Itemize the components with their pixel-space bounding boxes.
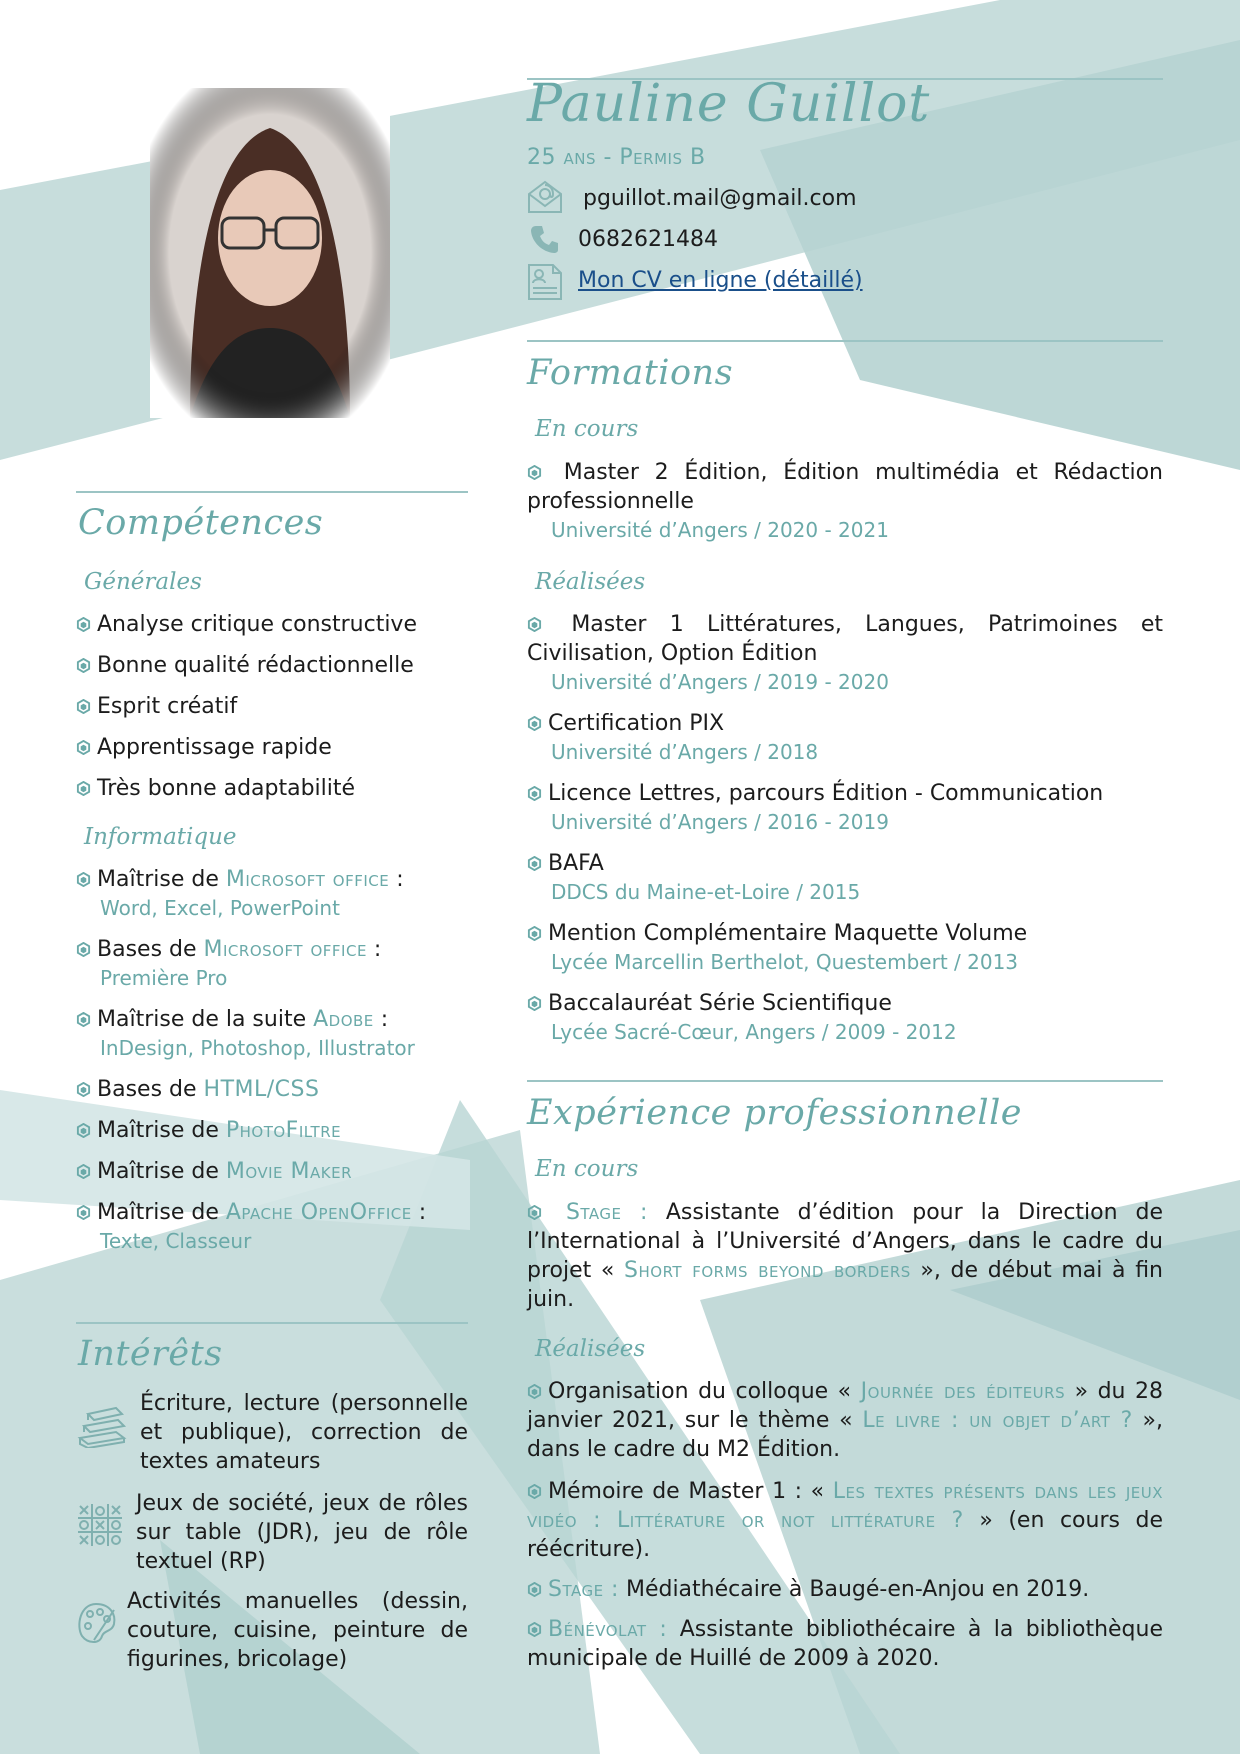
experience-item-memoire: Mémoire de Master 1 : « Les textes présents dans les jeux vidéo : Littérature or not littérature ? » (en cours de réécriture). (527, 1479, 1164, 1562)
formation-detail: Université d’Angers / 2018 (551, 740, 819, 764)
formation-detail: Lycée Sacré-Cœur, Angers / 2009 - 2012 (551, 1020, 957, 1044)
email-address[interactable]: pguillot.mail@gmail.com (583, 186, 857, 211)
software-detail: Word, Excel, PowerPoint (100, 896, 340, 920)
formation-detail: DDCS du Maine-et-Loire / 2015 (551, 880, 861, 904)
bullet-icon (527, 1378, 542, 1393)
experience-rule (527, 1080, 1163, 1082)
interets-title: Intérêts (78, 1334, 223, 1374)
competence-item (76, 610, 468, 639)
formations-en-cours-subtitle: En cours (535, 416, 639, 442)
competence-text: Très bonne adaptabilité (97, 776, 356, 801)
interet-item-2: Jeux de société, jeux de rôles sur table (JDR), jeu de rôle textuel (RP) (136, 1491, 468, 1574)
software-name: Movie Maker (225, 1159, 353, 1184)
competence-text: Bonne qualité rédactionnelle (97, 653, 414, 678)
project-name: Short forms beyond borders (624, 1258, 911, 1283)
formation-detail: Lycée Marcellin Berthelot, Questembert / 2013 (551, 950, 1019, 974)
books-icon (76, 1402, 128, 1448)
informatique-subtitle: Informatique (84, 824, 237, 850)
bullet-icon (527, 780, 542, 795)
experience-en-cours-subtitle: En cours (535, 1156, 639, 1182)
competence-text: Esprit créatif (97, 694, 238, 719)
bullet-icon (76, 1076, 91, 1091)
formation-item (527, 989, 1163, 1046)
software-detail: Texte, Classeur (100, 1229, 252, 1253)
formation-item (527, 919, 1163, 976)
interet-item-1: Écriture, lecture (personnelle et publique), correction de textes amateurs (140, 1391, 468, 1474)
bullet-icon (76, 1117, 91, 1132)
bullet-icon (527, 920, 542, 935)
palette-icon (76, 1600, 118, 1646)
competences-title: Compétences (78, 503, 324, 543)
age-permit: 25 ans - Permis B (527, 145, 706, 170)
competence-item (76, 692, 468, 721)
bullet-icon (76, 866, 91, 881)
competence-item (76, 774, 468, 803)
bullet-icon (527, 459, 542, 474)
competence-item (76, 733, 468, 762)
software-name: HTML/CSS (203, 1077, 320, 1102)
bullet-icon (527, 1616, 542, 1631)
informatique-item: Bases de HTML/CSS (76, 1075, 468, 1104)
informatique-item: Maîtrise de Microsoft office : Word, Excel, PowerPoint (76, 865, 468, 922)
formation-detail: Université d’Angers / 2020 - 2021 (551, 518, 889, 542)
interet-item-3: Activités manuelles (dessin, couture, cuisine, peinture de figurines, bricolage) (127, 1589, 468, 1672)
experience-item-colloque: Organisation du colloque « Journée des éditeurs » du 28 janvier 2021, sur le thème « Le livre : un objet d’art ? », dans le cadre du M2 Édition. (527, 1379, 1163, 1462)
formation-title: Master 2 Édition, Édition multimédia et Rédaction professionnelle (527, 460, 1163, 514)
software-name: Microsoft office (203, 937, 367, 962)
competences-rule (76, 491, 468, 493)
formation-title: Mention Complémentaire Maquette Volume (548, 921, 1028, 946)
cv-online-link[interactable]: Mon CV en ligne (détaillé) (578, 268, 863, 293)
software-name: Apache OpenOffice (225, 1200, 412, 1225)
experience-item-current: Stage : Assistante d’édition pour la Direction de l’International à l’Université d’Angers, dans le cadre du projet « Short forms beyond borders », de début mai à fin juin. (527, 1200, 1164, 1312)
software-name: PhotoFiltre (225, 1118, 342, 1143)
competence-text: Analyse critique constructive (97, 612, 417, 637)
formation-item (527, 709, 1163, 766)
bullet-icon (527, 1199, 542, 1214)
formation-title: BAFA (548, 851, 604, 876)
bullet-icon (76, 1199, 91, 1214)
formation-title: Licence Lettres, parcours Édition - Communication (548, 781, 1104, 806)
experience-label: Bénévolat : (548, 1617, 668, 1642)
profile-photo (150, 88, 390, 418)
software-detail: Première Pro (100, 966, 228, 990)
bullet-icon (76, 1006, 91, 1021)
tic-tac-toe-icon (76, 1502, 124, 1548)
formations-title: Formations (527, 353, 734, 393)
experience-realisees-subtitle: Réalisées (535, 1336, 646, 1362)
event-name: Journée des éditeurs (860, 1379, 1066, 1404)
formations-rule (527, 340, 1163, 342)
formation-detail: Université d’Angers / 2016 - 2019 (551, 810, 889, 834)
candidate-name: Pauline Guillot (527, 74, 931, 134)
formation-item-current (527, 458, 1163, 544)
memoire-title: Les textes présents dans les jeux vidéo : Littérature or not littérature ? (527, 1479, 1163, 1533)
informatique-item: Maîtrise de la suite Adobe : InDesign, Photoshop, Illustrator (76, 1005, 468, 1062)
bullet-icon (527, 710, 542, 725)
experience-item-benevolat: Bénévolat : Assistante bibliothécaire à la bibliothèque municipale de Huillé de 2009 à 2020. (527, 1617, 1163, 1671)
formation-item (527, 849, 1163, 906)
informatique-item: Maîtrise de Movie Maker (76, 1157, 468, 1186)
formation-detail: Université d’Angers / 2019 - 2020 (551, 670, 889, 694)
bullet-icon (527, 990, 542, 1005)
formation-title: Baccalauréat Série Scientifique (548, 991, 892, 1016)
bullet-icon (76, 652, 91, 667)
bullet-icon (76, 1158, 91, 1173)
bullet-icon (527, 1576, 542, 1591)
bullet-icon (76, 611, 91, 626)
formations-realisees-subtitle: Réalisées (535, 569, 646, 595)
experience-item-stage: Stage : Médiathécaire à Baugé-en-Anjou en 2019. (527, 1575, 1163, 1604)
informatique-item: Maîtrise de PhotoFiltre (76, 1116, 468, 1145)
formation-item (527, 610, 1163, 696)
formation-item (527, 779, 1163, 836)
informatique-item: Bases de Microsoft office : Première Pro (76, 935, 468, 992)
phone-icon (530, 224, 560, 254)
competence-item (76, 651, 468, 680)
software-name: Microsoft office (225, 867, 390, 892)
event-theme: Le livre : un objet d’art ? (862, 1408, 1133, 1433)
software-name: Adobe (313, 1007, 374, 1032)
bullet-icon (527, 1478, 542, 1493)
experience-label: Stage : (548, 1577, 619, 1602)
formation-title: Certification PIX (548, 711, 725, 736)
bullet-icon (76, 693, 91, 708)
bullet-icon (527, 850, 542, 865)
phone-number[interactable]: 0682621484 (578, 227, 718, 252)
bullet-icon (76, 775, 91, 790)
bullet-icon (76, 734, 91, 749)
interets-rule (76, 1322, 468, 1324)
bullet-icon (527, 611, 542, 626)
informatique-item: Maîtrise de Apache OpenOffice : Texte, Classeur (76, 1198, 468, 1255)
experience-label: Stage : (565, 1200, 648, 1225)
generales-subtitle: Générales (84, 569, 202, 595)
competence-text: Apprentissage rapide (97, 735, 332, 760)
formation-title: Master 1 Littératures, Langues, Patrimoines et Civilisation, Option Édition (527, 612, 1163, 666)
email-icon (527, 180, 563, 214)
cv-document-icon (527, 263, 563, 301)
experience-title: Expérience professionnelle (527, 1093, 1022, 1133)
bullet-icon (76, 936, 91, 951)
software-detail: InDesign, Photoshop, Illustrator (100, 1036, 415, 1060)
